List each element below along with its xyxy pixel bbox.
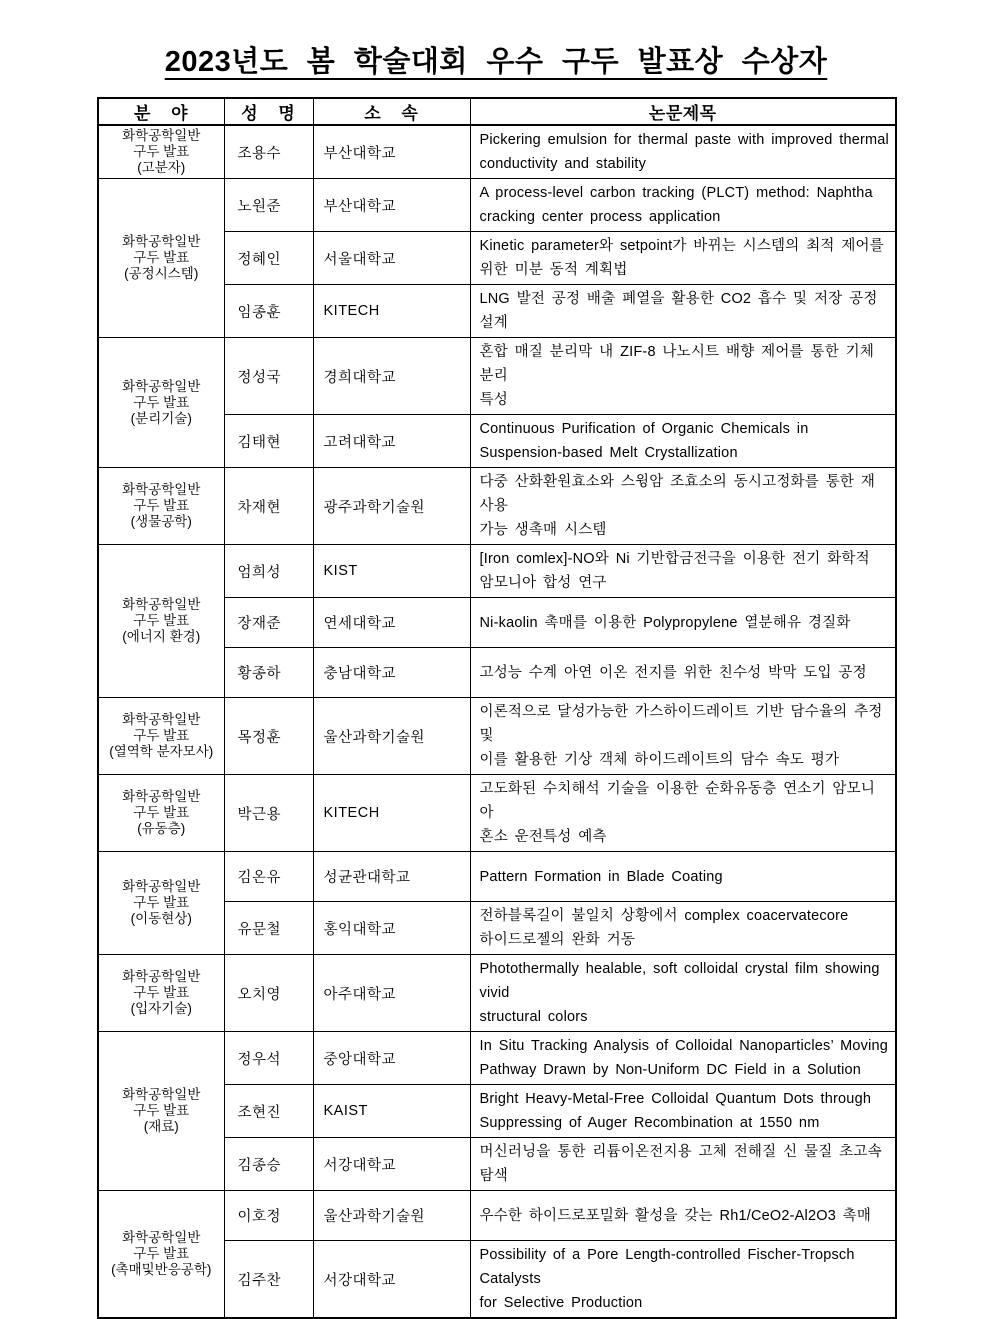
page-title	[0, 0, 992, 80]
table-row	[98, 775, 896, 852]
paper-title-line: 다중 산화환원효소와 스윙암 조효소의 동시고정화를 통한 재사용	[479, 474, 876, 514]
paper-title-line: 탐색	[479, 1168, 508, 1184]
winner-name: 차재현	[224, 468, 313, 545]
winner-name: 목정훈	[224, 698, 313, 775]
paper-title	[470, 338, 896, 415]
winner-name: 김태현	[224, 415, 313, 468]
winner-name: 조현진	[224, 1085, 313, 1138]
awards-table-body	[98, 125, 896, 1318]
field-line: 화학공학일반	[122, 597, 201, 612]
field-line: 화학공학일반	[122, 1230, 201, 1245]
field-line: 화학공학일반	[122, 789, 201, 804]
paper-title-line: conductivity and stability	[479, 156, 647, 172]
field-line: 화학공학일반	[122, 1087, 201, 1102]
paper-title-line: 혼소 운전특성 예측	[479, 829, 607, 845]
field-cell	[98, 125, 224, 179]
winner-affiliation: 중앙대학교	[313, 1032, 470, 1085]
field-line: 화학공학일반	[122, 128, 201, 143]
winner-affiliation: KITECH	[313, 285, 470, 338]
table-row	[98, 338, 896, 415]
field-line: 구두 발표	[133, 895, 190, 910]
winner-name: 김온유	[224, 852, 313, 902]
field-line: 구두 발표	[133, 250, 190, 265]
paper-title	[470, 125, 896, 179]
paper-title-line: Pickering emulsion for thermal paste with improved thermal	[479, 132, 889, 148]
paper-title	[470, 648, 896, 698]
winner-affiliation: 경희대학교	[313, 338, 470, 415]
paper-title	[470, 285, 896, 338]
winner-name: 황종하	[224, 648, 313, 698]
paper-title-line: 우수한 하이드로포밀화 활성을 갖는 Rh1/CeO2-Al2O3 촉매	[479, 1207, 872, 1224]
field-line: (분리기술)	[130, 410, 192, 426]
paper-title	[470, 179, 896, 232]
table-row	[98, 468, 896, 545]
paper-title	[470, 698, 896, 775]
winner-affiliation: 충남대학교	[313, 648, 470, 698]
paper-title	[470, 232, 896, 285]
winner-affiliation: 부산대학교	[313, 125, 470, 179]
field-line: (재료)	[143, 1119, 179, 1134]
winner-name: 김종승	[224, 1138, 313, 1191]
paper-title	[470, 545, 896, 598]
paper-title-line: Bright Heavy-Metal-Free Colloidal Quantum Dots through	[479, 1091, 872, 1107]
winner-affiliation: 서울대학교	[313, 232, 470, 285]
field-line: (촉매및반응공학)	[111, 1262, 212, 1277]
winner-affiliation: 울산과학기술원	[313, 698, 470, 775]
field-line: (생물공학)	[130, 514, 192, 529]
paper-title	[470, 852, 896, 902]
field-line: 구두 발표	[133, 1103, 190, 1118]
field-line: 구두 발표	[133, 613, 190, 628]
paper-title-line: LNG 발전 공정 배출 폐열을 활용한 CO2 흡수 및 저장 공정	[479, 291, 878, 307]
column-header-name: 성 명	[224, 98, 313, 125]
field-line: 화학공학일반	[122, 482, 201, 497]
winner-affiliation: KITECH	[313, 775, 470, 852]
field-line: 화학공학일반	[122, 378, 201, 394]
winner-affiliation: 서강대학교	[313, 1138, 470, 1191]
paper-title	[470, 1191, 896, 1241]
winner-name: 정성국	[224, 338, 313, 415]
paper-title-line: Pattern Formation in Blade Coating	[479, 868, 723, 885]
field-cell	[98, 775, 224, 852]
paper-title	[470, 468, 896, 545]
paper-title-line: 이론적으로 달성가능한 가스하이드레이트 기반 담수율의 추정 및	[479, 704, 883, 744]
paper-title	[470, 1085, 896, 1138]
field-line: (입자기술)	[130, 1001, 192, 1016]
paper-title-line: 설계	[479, 315, 508, 331]
winner-name: 엄희성	[224, 545, 313, 598]
winner-name: 박근용	[224, 775, 313, 852]
paper-title-line: 가능 생촉매 시스템	[479, 522, 607, 538]
table-row	[98, 698, 896, 775]
winner-name: 유문철	[224, 902, 313, 955]
winner-affiliation: 연세대학교	[313, 598, 470, 648]
winner-name: 정우석	[224, 1032, 313, 1085]
field-cell	[98, 852, 224, 955]
winner-affiliation: 부산대학교	[313, 179, 470, 232]
field-line: 구두 발표	[133, 1246, 190, 1261]
table-row	[98, 545, 896, 598]
paper-title-line: Possibility of a Pore Length-controlled Fischer-Tropsch Catalysts	[479, 1247, 855, 1287]
winner-affiliation: KAIST	[313, 1085, 470, 1138]
field-line: (이동현상)	[130, 911, 192, 926]
paper-title-line: [Iron comlex]-NO와 Ni 기반합금전극을 이용한 전기 화학적	[479, 551, 870, 567]
paper-title-line: 이를 활용한 기상 객체 하이드레이트의 담수 속도 평가	[479, 752, 840, 768]
paper-title-line: Photothermally healable, soft colloidal crystal film showing vivid	[479, 961, 880, 1001]
winner-affiliation: 울산과학기술원	[313, 1191, 470, 1241]
field-line: 구두 발표	[133, 144, 190, 159]
paper-title-line: 전하블록길이 불일치 상황에서 complex coacervatecore	[479, 908, 849, 924]
paper-title	[470, 1138, 896, 1191]
winner-affiliation: 아주대학교	[313, 955, 470, 1032]
paper-title-line: 암모니아 합성 연구	[479, 575, 607, 591]
paper-title-line: Ni-kaolin 촉매를 이용한 Polypropylene 열분해유 경질화	[479, 614, 851, 631]
table-row	[98, 955, 896, 1032]
field-cell	[98, 1191, 224, 1319]
paper-title-line: 하이드로젤의 완화 거동	[479, 932, 636, 948]
table-row	[98, 1191, 896, 1241]
awards-table	[97, 97, 897, 1319]
paper-title-line: structural colors	[479, 1009, 588, 1025]
winner-affiliation: 성균관대학교	[313, 852, 470, 902]
winner-affiliation: 광주과학기술원	[313, 468, 470, 545]
winner-name: 김주찬	[224, 1241, 313, 1319]
winner-name: 정혜인	[224, 232, 313, 285]
field-cell	[98, 468, 224, 545]
winner-name: 임종훈	[224, 285, 313, 338]
paper-title	[470, 955, 896, 1032]
paper-title-line: for Selective Production	[479, 1295, 643, 1311]
paper-title	[470, 1032, 896, 1085]
field-line: 구두 발표	[133, 728, 190, 743]
paper-title-line: cracking center process application	[479, 209, 721, 225]
field-line: 구두 발표	[133, 805, 190, 820]
paper-title-line: A process-level carbon tracking (PLCT) method: Naphtha	[479, 185, 873, 201]
field-line: (에너지 환경)	[122, 629, 201, 644]
winner-affiliation: 고려대학교	[313, 415, 470, 468]
field-line: (고분자)	[137, 160, 186, 175]
field-line: (열역학 분자모사)	[109, 744, 214, 759]
winner-name: 노원준	[224, 179, 313, 232]
field-cell	[98, 338, 224, 468]
table-row	[98, 125, 896, 179]
field-line: (유동층)	[137, 821, 186, 836]
paper-title-line: 위한 미분 동적 계획법	[479, 262, 628, 278]
field-cell	[98, 698, 224, 775]
paper-title-line: 고도화된 수치해석 기술을 이용한 순화유동층 연소기 암모니아	[479, 781, 876, 821]
field-line: (공정시스템)	[124, 266, 199, 281]
winner-affiliation: KIST	[313, 545, 470, 598]
paper-title-line: Kinetic parameter와 setpoint가 바뀌는 시스템의 최적 제어를	[479, 238, 884, 254]
column-header-field: 분 야	[98, 98, 224, 125]
winner-affiliation: 서강대학교	[313, 1241, 470, 1319]
paper-title-line: Continuous Purification of Organic Chemicals in	[479, 421, 809, 437]
field-line: 화학공학일반	[122, 969, 201, 984]
field-line: 구두 발표	[133, 985, 190, 1000]
field-cell	[98, 179, 224, 338]
paper-title	[470, 775, 896, 852]
paper-title-line: 혼합 매질 분리막 내 ZIF-8 나노시트 배향 제어를 통한 기체 분리	[479, 344, 875, 384]
paper-title	[470, 598, 896, 648]
paper-title-line: 머신러닝을 통한 리튬이온전지용 고체 전해질 신 물질 초고속	[479, 1144, 882, 1160]
field-line: 화학공학일반	[122, 234, 201, 249]
winner-name: 조용수	[224, 125, 313, 179]
table-row	[98, 179, 896, 232]
paper-title-line: In Situ Tracking Analysis of Colloidal Nanoparticles’ Moving	[479, 1038, 889, 1054]
paper-title-line: Suppressing of Auger Recombination at 1550 nm	[479, 1115, 820, 1131]
awards-table-head	[98, 98, 896, 125]
field-cell	[98, 545, 224, 698]
page-title-text: 2023년도 봄 학술대회 우수 구두 발표상 수상자	[164, 46, 828, 78]
table-row	[98, 1032, 896, 1085]
field-line: 구두 발표	[133, 498, 190, 513]
field-line: 화학공학일반	[122, 712, 201, 727]
field-line: 화학공학일반	[122, 879, 201, 894]
winner-name: 오치영	[224, 955, 313, 1032]
winner-name: 이호정	[224, 1191, 313, 1241]
paper-title-line: 특성	[479, 392, 508, 408]
paper-title-line: Suspension-based Melt Crystallization	[479, 445, 738, 461]
paper-title-line: 고성능 수계 아연 이온 전지를 위한 친수성 박막 도입 공정	[479, 664, 867, 681]
header-row	[98, 98, 896, 125]
winner-affiliation: 홍익대학교	[313, 902, 470, 955]
winner-name: 장재준	[224, 598, 313, 648]
paper-title	[470, 902, 896, 955]
field-line: 구두 발표	[133, 394, 190, 410]
paper-title	[470, 1241, 896, 1319]
field-cell	[98, 1032, 224, 1191]
field-cell	[98, 955, 224, 1032]
column-header-affiliation: 소 속	[313, 98, 470, 125]
paper-title-line: Pathway Drawn by Non-Uniform DC Field in a Solution	[479, 1062, 862, 1078]
paper-title	[470, 415, 896, 468]
column-header-paper-title: 논문제목	[470, 98, 896, 125]
table-row	[98, 852, 896, 902]
